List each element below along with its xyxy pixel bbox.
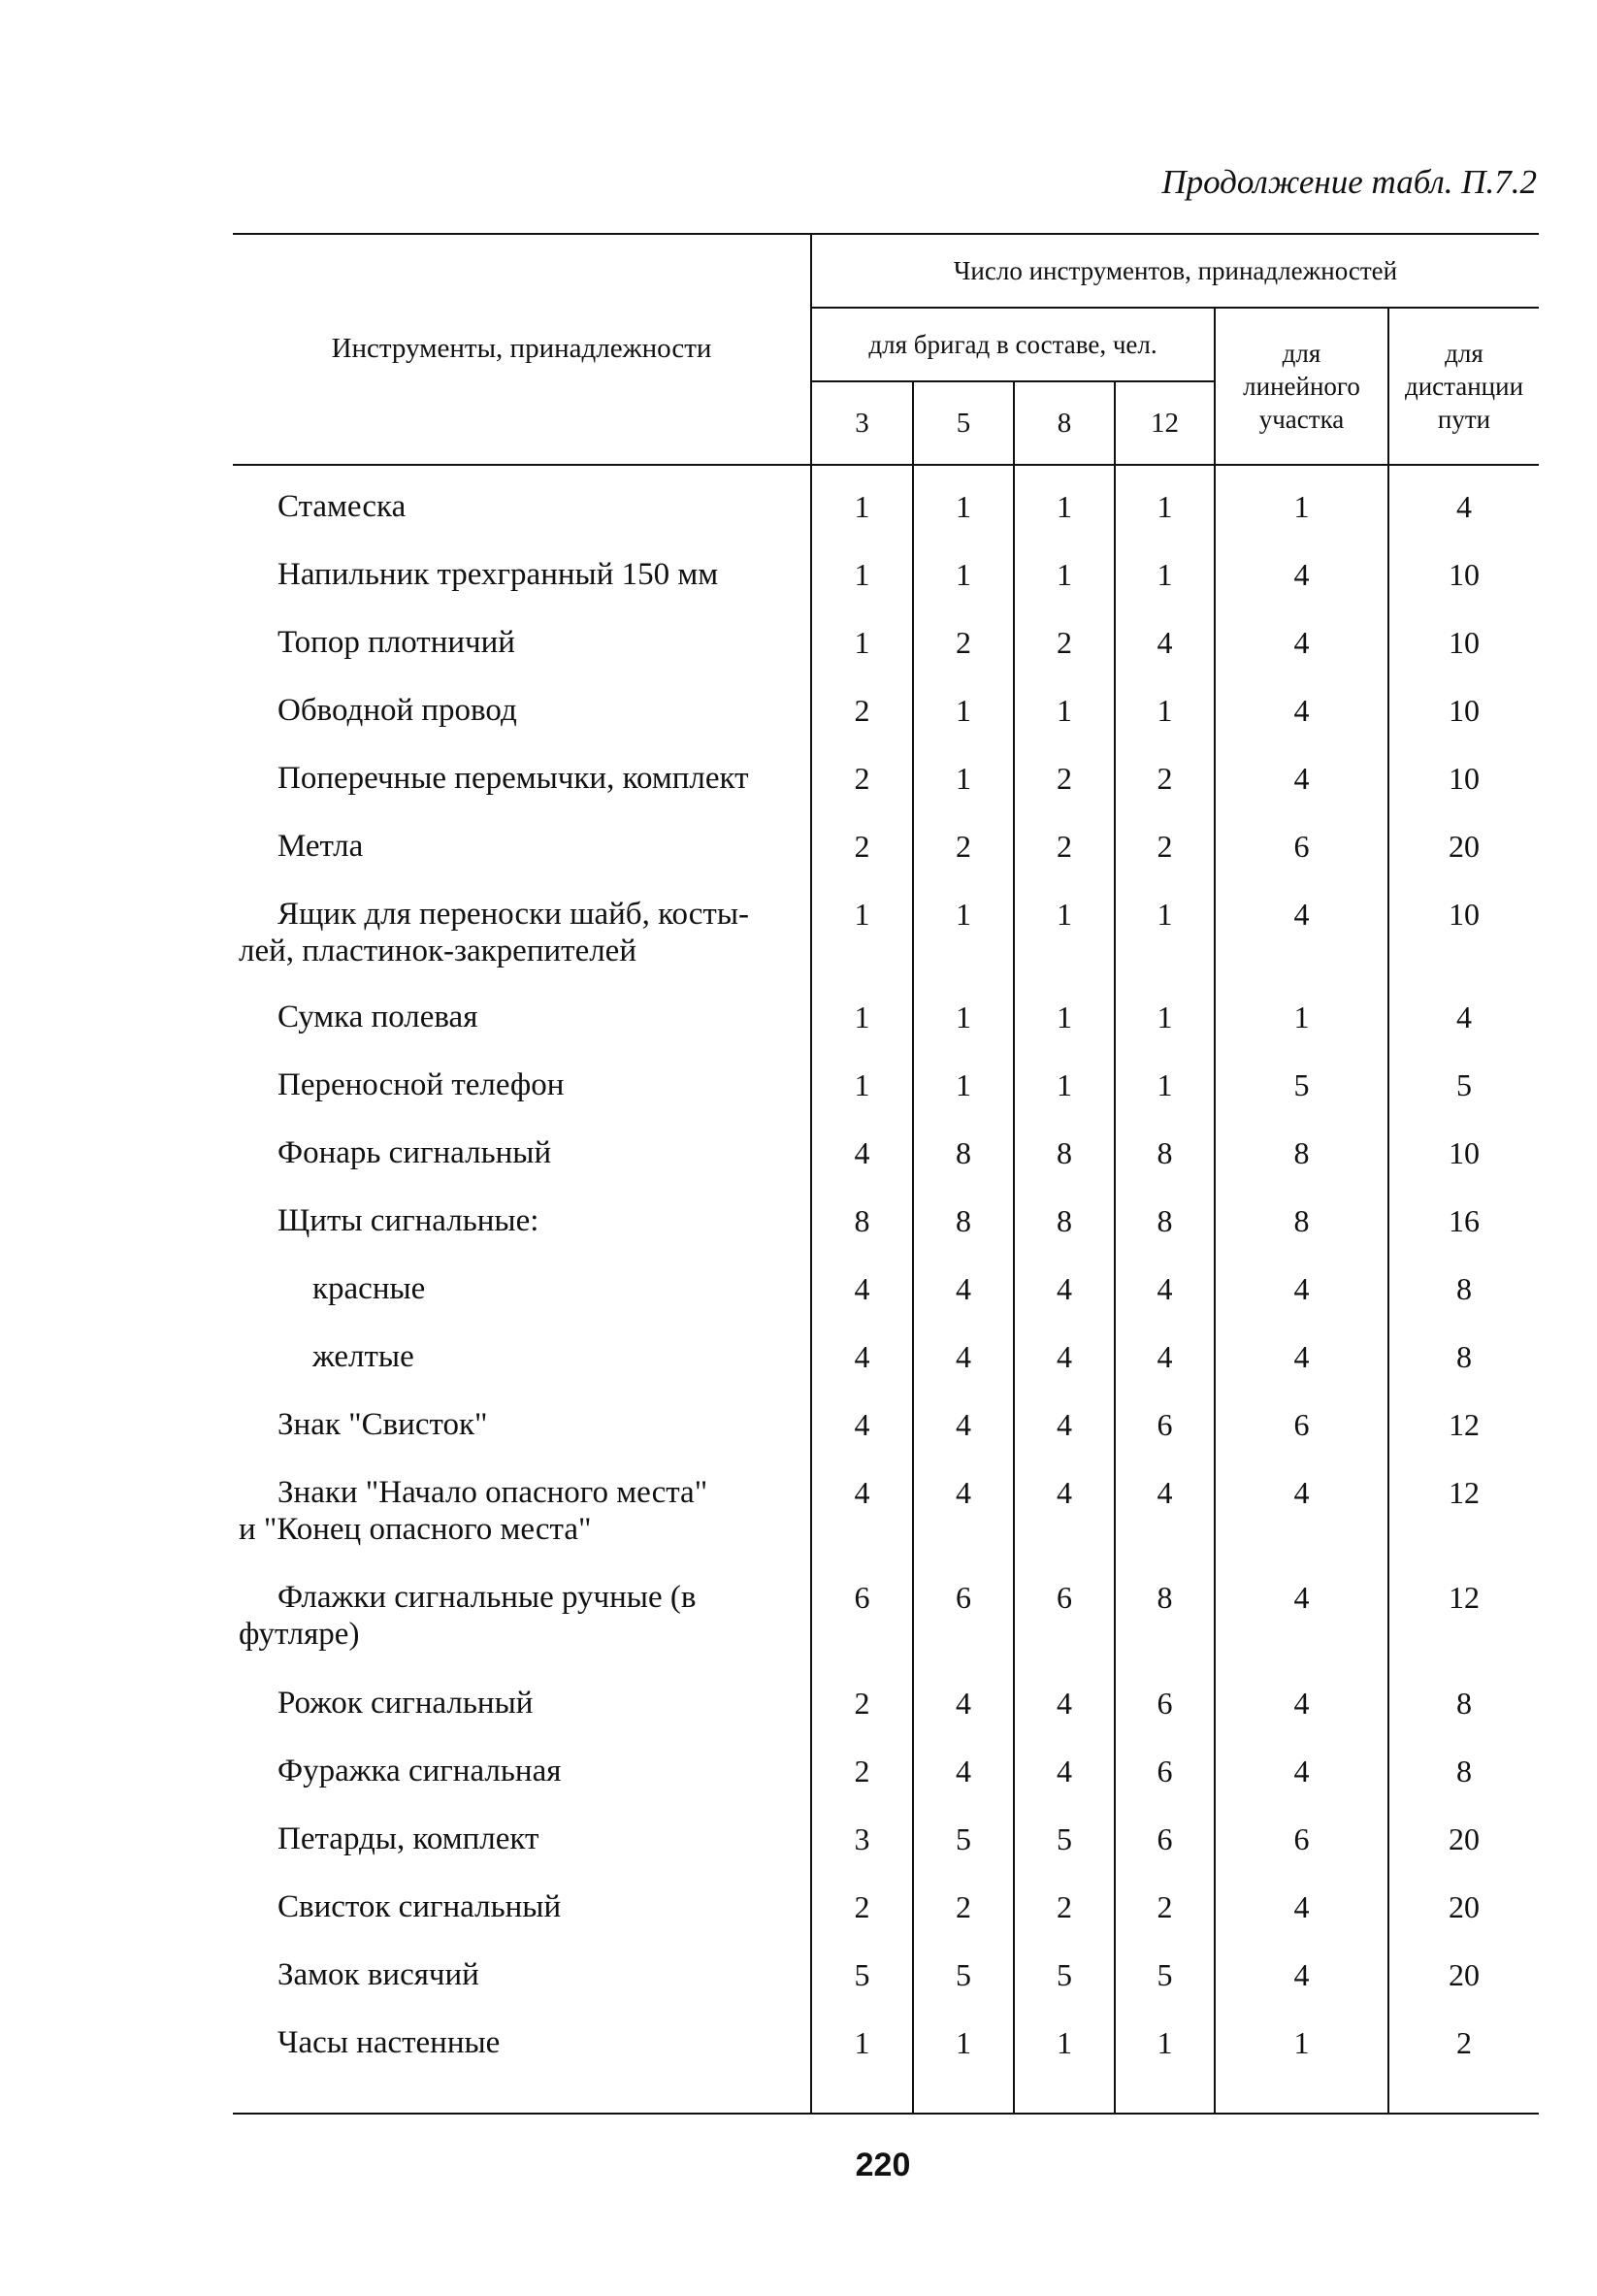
count-distance: 16	[1449, 1203, 1480, 1238]
count-brigade-3: 2	[854, 829, 870, 864]
count-brigade-8: 5	[1057, 1957, 1072, 1992]
item-name: Фуражка сигнальная	[277, 1754, 562, 1788]
count-line-section: 6	[1293, 1821, 1310, 1856]
count-brigade-12: 1	[1157, 489, 1173, 524]
count-distance: 8	[1456, 1339, 1472, 1374]
count-line-section: 5	[1293, 1067, 1310, 1102]
count-brigade-5: 1	[956, 2025, 971, 2060]
count-distance: 2	[1456, 2025, 1472, 2060]
count-line-section: 4	[1293, 1475, 1310, 1510]
count-line-section: 4	[1293, 897, 1310, 932]
count-brigade-3: 4	[854, 1135, 870, 1170]
count-line-section: 4	[1293, 625, 1310, 660]
header-line-section: для линейного участка	[1243, 339, 1360, 434]
count-brigade-5: 1	[956, 897, 971, 932]
item-name: Щиты сигнальные:	[277, 1203, 539, 1238]
count-brigade-8: 2	[1057, 1889, 1072, 1924]
header-count: Число инструментов, принадлежностей	[953, 256, 1398, 285]
count-line-section: 4	[1293, 557, 1310, 592]
item-name: Переносной телефон	[277, 1067, 565, 1102]
count-brigade-5: 1	[956, 1067, 971, 1102]
count-brigade-8: 1	[1057, 1000, 1072, 1034]
count-distance: 4	[1456, 489, 1472, 524]
count-brigade-5: 4	[956, 1407, 971, 1442]
count-distance: 20	[1449, 829, 1480, 864]
count-line-section: 4	[1293, 1271, 1310, 1306]
item-name: Петарды, комплект	[277, 1821, 539, 1856]
item-name: Знаки "Начало опасного места" и "Конец опасного места"	[239, 1475, 708, 1547]
item-name: Флажки сигнальные ручные (в футляре)	[239, 1580, 697, 1652]
count-line-section: 8	[1293, 1203, 1310, 1238]
count-brigade-5: 1	[956, 693, 971, 728]
count-distance: 12	[1449, 1580, 1480, 1615]
count-brigade-3: 1	[854, 489, 870, 524]
count-brigade-3: 2	[854, 1686, 870, 1721]
count-brigade-3: 2	[854, 761, 870, 796]
count-brigade-12: 1	[1157, 557, 1173, 592]
count-brigade-8: 1	[1057, 1067, 1072, 1102]
count-brigade-3: 2	[854, 1754, 870, 1788]
count-brigade-12: 6	[1157, 1754, 1173, 1788]
count-brigade-5: 5	[956, 1957, 971, 1992]
item-name: Рожок сигнальный	[277, 1686, 534, 1721]
header-brigade-size: 8	[1057, 408, 1072, 439]
table-bottom-rule	[233, 2113, 1539, 2115]
count-brigade-5: 4	[956, 1754, 971, 1788]
count-line-section: 1	[1293, 2025, 1310, 2060]
count-brigade-12: 1	[1157, 1000, 1173, 1034]
count-brigade-3: 1	[854, 557, 870, 592]
count-line-section: 4	[1293, 1889, 1310, 1924]
item-name: красные	[312, 1271, 426, 1306]
count-brigade-3: 1	[854, 625, 870, 660]
count-line-section: 1	[1293, 1000, 1310, 1034]
count-distance: 12	[1449, 1475, 1480, 1510]
count-brigade-8: 2	[1057, 829, 1072, 864]
count-brigade-12: 4	[1157, 1339, 1173, 1374]
count-brigade-8: 4	[1057, 1407, 1072, 1442]
count-brigade-5: 6	[956, 1580, 971, 1615]
count-brigade-8: 2	[1057, 761, 1072, 796]
count-brigade-8: 4	[1057, 1475, 1072, 1510]
header-brigades: для бригад в составе, чел.	[868, 330, 1157, 359]
count-brigade-8: 1	[1057, 897, 1072, 932]
count-brigade-3: 1	[854, 897, 870, 932]
count-line-section: 6	[1293, 1407, 1310, 1442]
count-distance: 4	[1456, 1000, 1472, 1034]
count-brigade-12: 5	[1157, 1957, 1173, 1992]
count-brigade-5: 5	[956, 1821, 971, 1856]
count-line-section: 4	[1293, 1957, 1310, 1992]
item-name: Напильник трехгранный 150 мм	[277, 557, 719, 592]
count-brigade-12: 1	[1157, 693, 1173, 728]
count-brigade-3: 8	[854, 1203, 870, 1238]
count-distance: 8	[1456, 1686, 1472, 1721]
item-name: Часы настенные	[277, 2025, 501, 2060]
count-brigade-3: 5	[854, 1957, 870, 1992]
header-bottom-rule	[233, 464, 1539, 466]
count-distance: 8	[1456, 1754, 1472, 1788]
item-name: Метла	[277, 829, 364, 864]
count-distance: 8	[1456, 1271, 1472, 1306]
count-brigade-8: 4	[1057, 1754, 1072, 1788]
count-brigade-12: 1	[1157, 2025, 1173, 2060]
count-brigade-12: 2	[1157, 1889, 1173, 1924]
item-name: Поперечные перемычки, комплект	[277, 761, 749, 796]
count-brigade-8: 5	[1057, 1821, 1072, 1856]
count-line-section: 6	[1293, 829, 1310, 864]
item-name: желтые	[312, 1339, 414, 1374]
count-line-section: 8	[1293, 1135, 1310, 1170]
item-name: Свисток сигнальный	[277, 1889, 562, 1924]
count-brigade-8: 1	[1057, 693, 1072, 728]
item-name: Топор плотничий	[277, 625, 515, 660]
table-caption: Продолжение табл. П.7.2	[1161, 163, 1537, 201]
count-brigade-3: 4	[854, 1339, 870, 1374]
count-brigade-3: 2	[854, 1889, 870, 1924]
count-distance: 10	[1449, 557, 1480, 592]
count-brigade-3: 4	[854, 1475, 870, 1510]
count-distance: 12	[1449, 1407, 1480, 1442]
count-brigade-5: 2	[956, 625, 971, 660]
count-line-section: 1	[1293, 489, 1310, 524]
item-name: Фонарь сигнальный	[277, 1135, 552, 1170]
count-distance: 5	[1456, 1067, 1472, 1102]
count-distance: 10	[1449, 1135, 1480, 1170]
count-brigade-3: 2	[854, 693, 870, 728]
count-line-section: 4	[1293, 1580, 1310, 1615]
count-brigade-12: 2	[1157, 829, 1173, 864]
header-items: Инструменты, принадлежности	[331, 333, 712, 364]
count-line-section: 4	[1293, 1339, 1310, 1374]
count-brigade-5: 4	[956, 1475, 971, 1510]
count-brigade-3: 6	[854, 1580, 870, 1615]
header-brigade-size: 5	[956, 408, 971, 439]
count-brigade-12: 6	[1157, 1821, 1173, 1856]
count-brigade-5: 1	[956, 489, 971, 524]
header-brigade-size: 12	[1151, 408, 1179, 439]
count-brigade-12: 1	[1157, 1067, 1173, 1102]
count-brigade-8: 4	[1057, 1339, 1072, 1374]
count-brigade-12: 6	[1157, 1686, 1173, 1721]
count-brigade-8: 1	[1057, 2025, 1072, 2060]
count-brigade-8: 4	[1057, 1686, 1072, 1721]
count-distance: 10	[1449, 625, 1480, 660]
count-brigade-12: 1	[1157, 897, 1173, 932]
count-brigade-5: 2	[956, 829, 971, 864]
item-name: Ящик для переноски шайб, косты- лей, пластинок-закрепителей	[239, 897, 749, 968]
count-distance: 10	[1449, 693, 1480, 728]
count-line-section: 4	[1293, 1754, 1310, 1788]
count-brigade-5: 4	[956, 1271, 971, 1306]
count-brigade-5: 1	[956, 761, 971, 796]
count-brigade-5: 2	[956, 1889, 971, 1924]
count-brigade-5: 4	[956, 1339, 971, 1374]
count-brigade-12: 4	[1157, 1271, 1173, 1306]
item-name: Обводной провод	[277, 693, 517, 728]
count-brigade-3: 1	[854, 1067, 870, 1102]
count-distance: 20	[1449, 1889, 1480, 1924]
count-distance: 10	[1449, 761, 1480, 796]
count-brigade-3: 4	[854, 1271, 870, 1306]
count-brigade-12: 8	[1157, 1135, 1173, 1170]
count-line-section: 4	[1293, 693, 1310, 728]
count-brigade-5: 1	[956, 557, 971, 592]
item-name: Сумка полевая	[277, 1000, 478, 1034]
count-brigade-8: 8	[1057, 1135, 1072, 1170]
count-brigade-12: 6	[1157, 1407, 1173, 1442]
count-brigade-5: 8	[956, 1135, 971, 1170]
count-brigade-5: 4	[956, 1686, 971, 1721]
count-brigade-3: 1	[854, 2025, 870, 2060]
count-brigade-5: 8	[956, 1203, 971, 1238]
page-number: 220	[855, 2147, 911, 2183]
count-brigade-12: 8	[1157, 1580, 1173, 1615]
count-brigade-8: 2	[1057, 625, 1072, 660]
count-brigade-12: 2	[1157, 761, 1173, 796]
count-line-section: 4	[1293, 761, 1310, 796]
count-brigade-8: 4	[1057, 1271, 1072, 1306]
item-name: Замок висячий	[277, 1957, 479, 1992]
item-name: Знак "Свисток"	[277, 1407, 488, 1442]
count-brigade-3: 3	[854, 1821, 870, 1856]
count-brigade-12: 8	[1157, 1203, 1173, 1238]
count-line-section: 4	[1293, 1686, 1310, 1721]
count-brigade-8: 1	[1057, 489, 1072, 524]
count-brigade-8: 8	[1057, 1203, 1072, 1238]
count-brigade-12: 4	[1157, 625, 1173, 660]
count-distance: 10	[1449, 897, 1480, 932]
count-brigade-3: 1	[854, 1000, 870, 1034]
count-brigade-5: 1	[956, 1000, 971, 1034]
count-brigade-8: 1	[1057, 557, 1072, 592]
count-brigade-8: 6	[1057, 1580, 1072, 1615]
count-brigade-3: 4	[854, 1407, 870, 1442]
count-distance: 20	[1449, 1957, 1480, 1992]
count-distance: 20	[1449, 1821, 1480, 1856]
header-brigade-size: 3	[855, 408, 869, 439]
item-name: Стамеска	[277, 489, 407, 524]
count-brigade-12: 4	[1157, 1475, 1173, 1510]
header-distance: для дистанции пути	[1404, 339, 1524, 434]
